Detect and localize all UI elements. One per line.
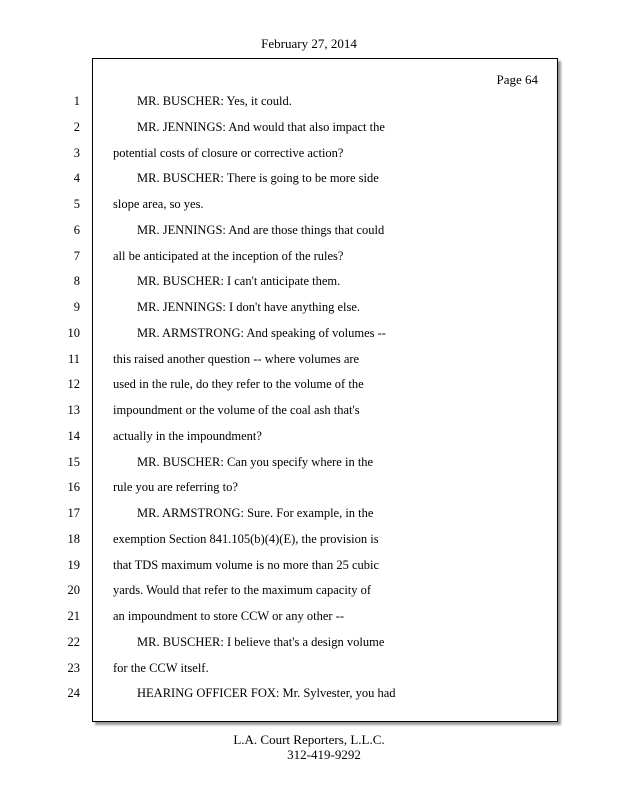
line-text: MR. JENNINGS: I don't have anything else. — [137, 300, 361, 314]
line-text: MR. BUSCHER: I can't anticipate them. — [137, 274, 341, 289]
line-text: potential costs of closure or corrective action? — [113, 145, 344, 160]
line-number: 12 — [67, 377, 80, 392]
line-number: 21 — [67, 609, 80, 623]
transcript-line — [0, 527, 618, 553]
line-text: MR. JENNINGS: And are those things that could — [137, 222, 385, 237]
line-text: this raised another question -- where volumes are — [113, 351, 360, 366]
transcript-line — [0, 450, 618, 476]
footer — [0, 732, 618, 762]
line-text: MR. BUSCHER: Can you specify where in the — [137, 454, 374, 469]
line-number: 11 — [67, 351, 80, 366]
line-number: 1 — [73, 94, 80, 108]
transcript-lines — [0, 89, 618, 707]
line-number: 10 — [67, 325, 80, 340]
transcript-line — [0, 295, 618, 321]
transcript-line — [0, 424, 618, 450]
transcript-line — [0, 398, 618, 424]
line-number: 4 — [73, 171, 80, 186]
transcript-line — [0, 244, 618, 270]
line-text: MR. BUSCHER: I believe that's a design volume — [137, 634, 385, 649]
line-text: HEARING OFFICER FOX: Mr. Sylvester, you had — [137, 686, 396, 701]
reporter-phone: 312-419-9292 — [287, 747, 361, 762]
line-number: 23 — [67, 660, 80, 675]
line-number: 6 — [73, 222, 80, 237]
transcript-line — [0, 321, 618, 347]
line-text: for the CCW itself. — [113, 660, 209, 675]
line-number: 15 — [67, 454, 80, 469]
line-number: 19 — [67, 557, 80, 572]
line-text: used in the rule, do they refer to the volume of the — [113, 377, 364, 392]
line-text: that TDS maximum volume is no more than 25 cubic — [113, 557, 380, 572]
line-number: 16 — [67, 480, 80, 495]
transcript-line — [0, 192, 618, 218]
line-number: 17 — [67, 506, 80, 520]
transcript-line — [0, 372, 618, 398]
transcript-line — [0, 89, 618, 115]
line-number: 3 — [73, 145, 80, 160]
line-text: rule you are referring to? — [113, 480, 238, 495]
line-text: MR. BUSCHER: There is going to be more side — [137, 171, 379, 186]
line-text: actually in the impoundment? — [113, 428, 262, 443]
transcript-date: February 27, 2014 — [261, 36, 357, 51]
reporter-company: L.A. Court Reporters, L.L.C. — [233, 732, 385, 747]
transcript-line — [0, 475, 618, 501]
line-text: all be anticipated at the inception of the rules? — [113, 248, 344, 263]
page-number: Page 64 — [496, 72, 538, 87]
line-number: 14 — [67, 428, 80, 443]
line-text: MR. ARMSTRONG: And speaking of volumes -- — [137, 325, 386, 340]
transcript-line — [0, 218, 618, 244]
line-text: yards. Would that refer to the maximum capacity of — [113, 583, 372, 598]
transcript-line — [0, 347, 618, 373]
line-number: 2 — [73, 119, 80, 134]
line-text: MR. BUSCHER: Yes, it could. — [137, 94, 292, 108]
line-number: 24 — [67, 686, 80, 701]
transcript-line — [0, 578, 618, 604]
line-text: MR. ARMSTRONG: Sure. For example, in the — [137, 506, 374, 520]
line-number: 18 — [67, 531, 80, 546]
transcript-line — [0, 141, 618, 167]
transcript-line — [0, 604, 618, 630]
line-number: 7 — [73, 248, 80, 263]
line-number: 20 — [67, 583, 80, 598]
line-text: MR. JENNINGS: And would that also impact the — [137, 119, 385, 134]
line-number: 5 — [73, 197, 80, 211]
transcript-line — [0, 681, 618, 707]
transcript-line — [0, 553, 618, 579]
transcript-line — [0, 656, 618, 682]
line-text: slope area, so yes. — [113, 197, 204, 211]
transcript-line — [0, 501, 618, 527]
line-text: an impoundment to store CCW or any other -- — [113, 609, 344, 623]
transcript-line — [0, 166, 618, 192]
transcript-line — [0, 630, 618, 656]
transcript-line — [0, 115, 618, 141]
line-number: 13 — [67, 403, 80, 417]
line-text: impoundment or the volume of the coal ash that's — [113, 403, 360, 417]
transcript-line — [0, 269, 618, 295]
line-number: 9 — [73, 300, 80, 314]
line-number: 8 — [73, 274, 80, 289]
line-text: exemption Section 841.105(b)(4)(E), the provision is — [113, 531, 379, 546]
line-number: 22 — [67, 634, 80, 649]
